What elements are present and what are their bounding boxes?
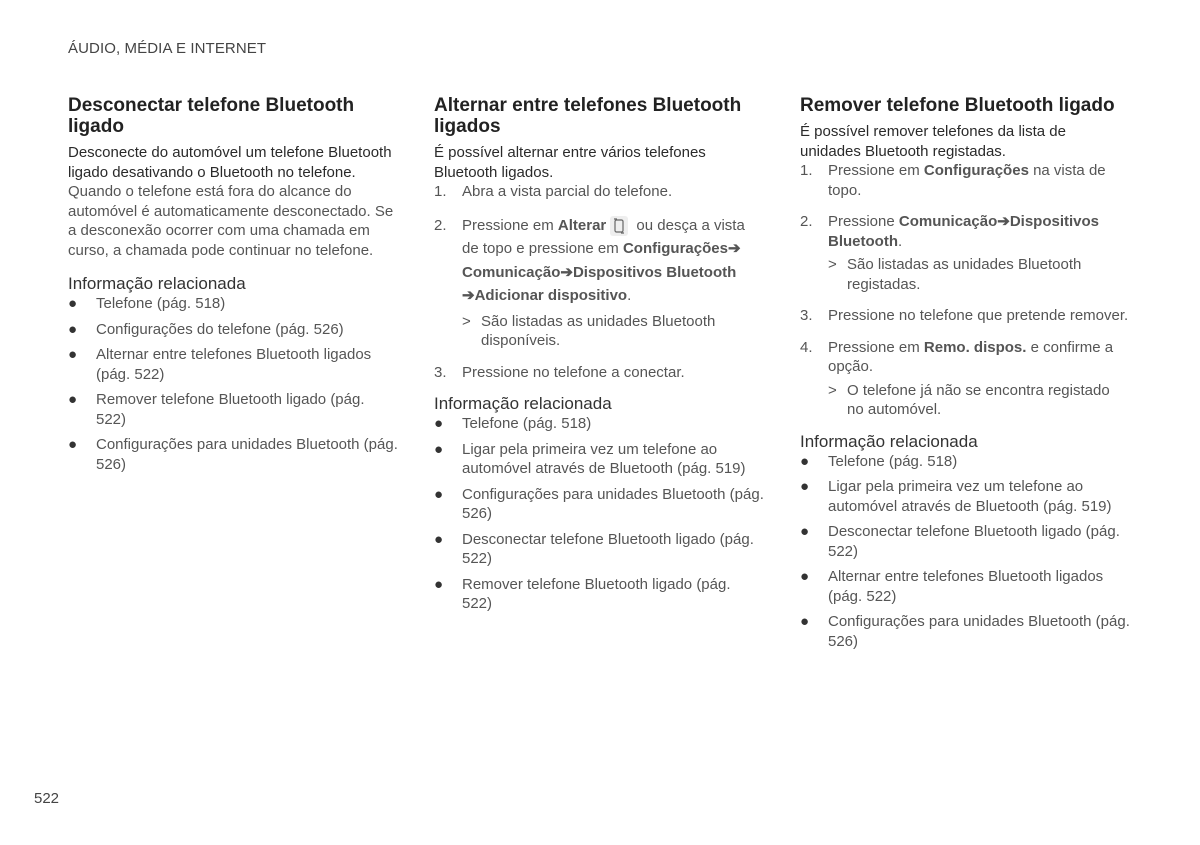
steps-list — [434, 182, 764, 382]
step: 2. Pressione Comunicação➔Dispositivos Bluetooth. > São listadas as unidades Bluetooth registadas. — [800, 212, 1130, 294]
bullet-icon: ● — [434, 415, 444, 432]
section-title: Remover telefone Bluetooth ligado — [800, 95, 1115, 116]
section-switch — [434, 95, 764, 620]
section-title: Desconectar telefone Bluetooth ligado — [68, 95, 355, 137]
bullet-icon: ● — [434, 575, 444, 593]
step: 1. Pressione em Configurações na vista de topo. — [800, 162, 1106, 199]
running-header: ÁUDIO, MÉDIA E INTERNET — [68, 40, 267, 57]
bullet-icon: ● — [68, 346, 78, 363]
switch-phone-icon — [610, 216, 628, 236]
related-list — [68, 294, 398, 474]
steps-list — [800, 161, 1130, 420]
related-list — [434, 414, 764, 614]
related-link[interactable]: ● Desconectar telefone Bluetooth ligado (pág. 522) — [800, 523, 1120, 560]
bullet-icon: ● — [68, 391, 78, 408]
arrow-right-icon: ➔ — [560, 263, 573, 281]
ui-button-label: Alterar — [557, 216, 607, 234]
related-link[interactable]: ● Remover telefone Bluetooth ligado (pág. 522) — [434, 575, 731, 612]
step: 3. Pressione no telefone que pretende remover. — [800, 307, 1129, 324]
section-disconnect — [68, 95, 398, 480]
related-title: Informação relacionada — [800, 431, 978, 451]
step: 4. Pressione em Remo. dispos. e confirme a opção. > O telefone já não se encontra registado no automóvel. — [800, 338, 1130, 420]
related-link[interactable]: ● Desconectar telefone Bluetooth ligado (pág. 522) — [434, 530, 754, 567]
result-marker-icon: > — [828, 381, 837, 399]
related-link[interactable]: ● Ligar pela primeira vez um telefone ao automóvel através de Bluetooth (pág. 519) — [434, 440, 746, 477]
bullet-icon: ● — [434, 530, 444, 548]
related-link[interactable]: ● Remover telefone Bluetooth ligado (pág. 522) — [68, 391, 365, 428]
arrow-right-icon: ➔ — [462, 287, 475, 304]
related-link[interactable]: ● Alternar entre telefones Bluetooth ligados (pág. 522) — [800, 568, 1104, 605]
related-link[interactable]: ● Telefone (pág. 518) — [800, 452, 958, 470]
related-link[interactable]: ● Configurações para unidades Bluetooth (pág. 526) — [68, 436, 398, 473]
step-result: > São listadas as unidades Bluetooth registadas. — [828, 256, 1082, 293]
result-marker-icon: > — [462, 312, 471, 330]
related-title: Informação relacionada — [434, 394, 612, 413]
body-text: Quando o telefone está fora do alcance do automóvel é automaticamente desconectado. Se a desconexão ocorrer com uma chamada em curso, a chamada pode continuar no telefone. — [68, 183, 394, 259]
step-result: > O telefone já não se encontra registado no automóvel. — [828, 381, 1110, 418]
page-number: 522 — [34, 790, 60, 807]
related-link[interactable]: ● Configurações para unidades Bluetooth (pág. 526) — [800, 613, 1130, 650]
bullet-icon: ● — [434, 440, 444, 458]
bullet-icon: ● — [68, 320, 78, 338]
step-result: > São listadas as unidades Bluetooth disponíveis. — [462, 312, 716, 349]
bullet-icon: ● — [434, 485, 444, 503]
bullet-icon: ● — [800, 523, 810, 540]
step: 3. Pressione no telefone a conectar. — [434, 363, 685, 381]
related-link[interactable]: ● Configurações para unidades Bluetooth (pág. 526) — [434, 485, 764, 522]
related-link[interactable]: ● Configurações do telefone (pág. 526) — [68, 320, 344, 338]
bullet-icon: ● — [800, 452, 810, 470]
step: 1. Abra a vista parcial do telefone. — [434, 183, 673, 200]
related-link[interactable]: ● Telefone (pág. 518) — [434, 415, 592, 432]
arrow-right-icon: ➔ — [727, 240, 741, 257]
intro-text: É possível remover telefones da lista de unidades Bluetooth registadas. — [800, 123, 1066, 160]
intro-text: Desconecte do automóvel um telefone Bluetooth ligado desativando o Bluetooth no telefone. — [68, 144, 392, 181]
bullet-icon: ● — [68, 436, 78, 453]
related-link[interactable]: ● Ligar pela primeira vez um telefone ao automóvel através de Bluetooth (pág. 519) — [800, 478, 1112, 515]
related-link[interactable]: ● Alternar entre telefones Bluetooth ligados (pág. 522) — [68, 346, 372, 383]
related-list — [800, 452, 1130, 652]
bullet-icon: ● — [800, 613, 810, 630]
step: 2. Pressione em Alterar ou desça a vista de topo e pressione em Configurações➔ Comunicação➔Dispositivos Bluetooth ➔Adicionar dispositivo. > São listadas as unidades Bluetooth disponíveis. — [434, 214, 764, 351]
related-link[interactable]: ● Telefone (pág. 518) — [68, 295, 226, 312]
related-title: Informação relacionada — [68, 274, 246, 293]
bullet-icon: ● — [68, 295, 78, 312]
bullet-icon: ● — [800, 568, 810, 585]
intro-text: É possível alternar entre vários telefones Bluetooth ligados. — [434, 144, 706, 181]
arrow-right-icon: ➔ — [997, 213, 1010, 230]
result-marker-icon: > — [828, 256, 837, 273]
bullet-icon: ● — [800, 478, 810, 495]
section-remove — [800, 95, 1130, 657]
section-title: Alternar entre telefones Bluetooth ligados — [434, 95, 742, 137]
